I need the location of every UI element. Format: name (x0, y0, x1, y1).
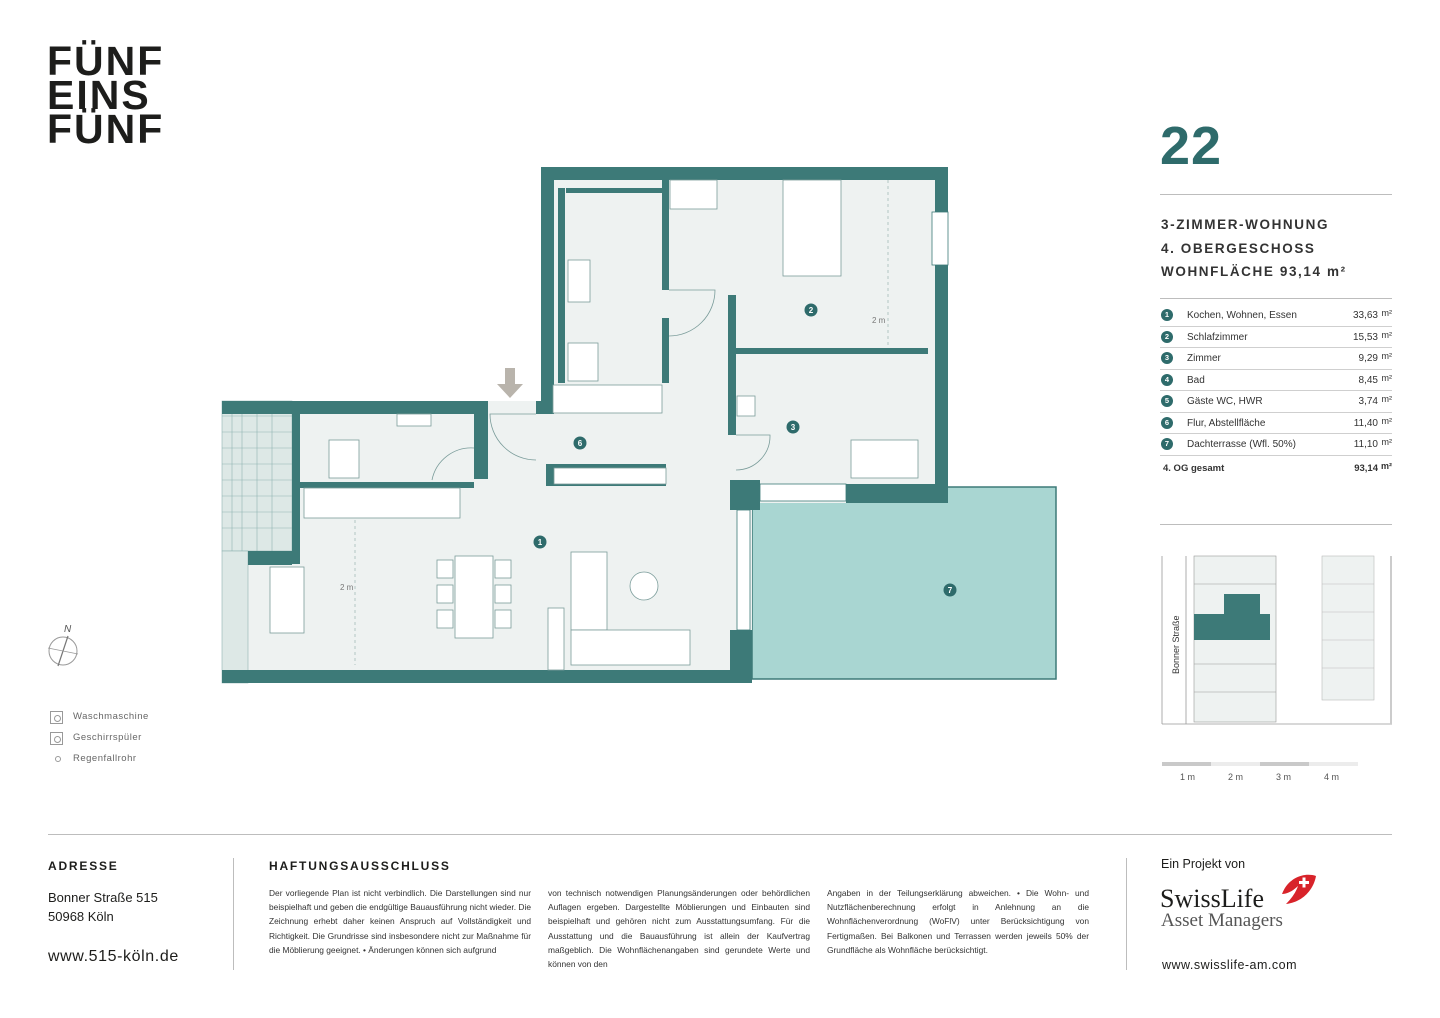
scale-label: 4 m (1324, 772, 1340, 782)
room-area: 33,63 (1352, 310, 1378, 321)
room-unit: m² (1381, 372, 1392, 383)
room-marker-label: 2 (808, 306, 814, 315)
room-name: Schlafzimmer (1187, 331, 1248, 343)
dimension-kitchen: 2 m (340, 583, 354, 592)
room-unit: m² (1381, 394, 1392, 404)
room-unit: m² (1381, 415, 1392, 426)
project-by-label: Ein Projekt von (1161, 857, 1246, 871)
unit-floor: 4. OBERGESCHOSS (1161, 241, 1316, 256)
footer-separator (233, 858, 234, 970)
room-area: 9,29 (1358, 353, 1378, 364)
scale-segment (1309, 762, 1358, 766)
room-area: 3,74 (1358, 396, 1378, 407)
brand-line-1: FÜNF (47, 38, 165, 84)
unit-type: 3-ZIMMER-WOHNUNG (1161, 217, 1330, 232)
room-unit: m² (1381, 329, 1392, 340)
downpipe-icon (55, 756, 61, 762)
siteplan-street-label: Bonner Straße (1171, 615, 1181, 674)
disclaimer-column-2: von technisch notwendigen Planungsänderungen oder behördlichen Auflagen ergeben. Dargestellte Möblierungen und Einbauten sind beispielhaft und gehören nicht zum Ausstattungsumfang. Für die Ausstattung und die Bauausführung ist allein der Kaufvertrag maßgeblich. Die Wohnflächenangaben sind gerundete Werte und können von den (548, 888, 810, 970)
scale-label: 1 m (1180, 772, 1196, 782)
room-marker-label: 6 (577, 439, 583, 448)
disclaimer-heading: HAFTUNGSAUSSCHLUSS (269, 859, 451, 873)
room-area: 8,45 (1358, 374, 1378, 386)
room-marker-label: 3 (790, 423, 796, 432)
scale-label: 2 m (1228, 772, 1244, 782)
washing-machine-icon (50, 711, 63, 724)
room-name: Bad (1187, 374, 1205, 386)
room-marker-label: 1 (537, 538, 543, 547)
room-number: 4 (1161, 374, 1173, 386)
address-street: Bonner Straße 515 (48, 890, 158, 905)
site-plan (1162, 556, 1392, 724)
room-unit: m² (1381, 351, 1392, 361)
company-name: SwissLife (1160, 884, 1264, 913)
room-area: 11,40 (1353, 417, 1378, 429)
total-label: 4. OG gesamt (1163, 462, 1225, 474)
room-unit: m² (1381, 308, 1392, 318)
address-city: 50968 Köln (48, 909, 114, 924)
brand-line-2: EINS (47, 72, 151, 118)
dimension-bedroom: 2 m (872, 316, 886, 325)
scale-segment (1162, 762, 1211, 766)
disclaimer-column-3: Angaben in der Teilungserklärung abweichen. • Die Wohn- und Nutzflächenberechnung erfolgt in Anlehnung an die Wohnflächenverordnung (WoFlV) unter Berücksichtigung von Fertigmaßen. Bei Balkonen und Terrassen werden jeweils 50% der Grundfläche als Wohnfläche berücksichtigt. (827, 888, 1089, 955)
disclaimer-column-1: Der vorliegende Plan ist nicht verbindlich. Die Darstellungen sind nur beispielhaft und geben die endgültige Bauausführung nicht wieder. Die Zeichnung erhebt daher keinen Anspruch auf Vollständigkeit und Richtigkeit. Die Grundrisse sind insbesondere nicht zur Maßnahme für die Möblierung geeignet. • Änderungen können sich aufgrund (269, 888, 531, 955)
room-name: Flur, Abstellfläche (1187, 417, 1266, 429)
brand-line-3: FÜNF (47, 106, 165, 152)
scale-segment (1260, 762, 1309, 766)
total-area: 93,14 (1354, 462, 1378, 474)
room-name: Zimmer (1187, 353, 1221, 364)
scale-label: 3 m (1276, 772, 1292, 782)
room-name: Dachterrasse (Wfl. 50%) (1187, 439, 1296, 450)
room-number: 5 (1161, 395, 1173, 407)
total-unit: m² (1381, 460, 1392, 471)
room-area: 11,10 (1353, 439, 1378, 450)
scale-bar (1162, 762, 1358, 768)
room-number: 6 (1161, 417, 1173, 429)
project-website-link[interactable]: www.515-köln.de (48, 948, 179, 965)
terrace-area (752, 487, 1056, 679)
unit-number: 22 (1160, 116, 1223, 176)
room-name: Gäste WC, HWR (1187, 396, 1263, 407)
swisslife-logo-mark-icon (1278, 872, 1318, 906)
room-marker-label: 7 (947, 586, 953, 595)
room-name: Kochen, Wohnen, Essen (1187, 310, 1297, 321)
unit-area: WOHNFLÄCHE 93,14 m² (1161, 264, 1347, 279)
north-label: N (64, 624, 72, 635)
address-heading: ADRESSE (48, 859, 119, 873)
entrance-arrow-icon (497, 368, 523, 398)
room-number: 1 (1161, 309, 1173, 321)
room-area: 15,53 (1352, 331, 1378, 343)
room-number: 7 (1161, 438, 1173, 450)
room-number: 3 (1161, 352, 1173, 364)
company-website-link[interactable]: www.swisslife-am.com (1162, 958, 1298, 972)
company-subline: Asset Managers (1161, 910, 1283, 931)
legend-label: Waschmaschine (73, 711, 149, 722)
north-arrow-icon (48, 636, 78, 666)
legend-label: Regenfallrohr (73, 753, 137, 764)
legend-label: Geschirrspüler (73, 732, 142, 743)
dishwasher-icon (50, 732, 63, 745)
footer-divider (48, 834, 1392, 835)
room-number: 2 (1161, 331, 1173, 343)
footer-separator (1126, 858, 1127, 970)
room-unit: m² (1381, 437, 1392, 447)
scale-segment (1211, 762, 1260, 766)
